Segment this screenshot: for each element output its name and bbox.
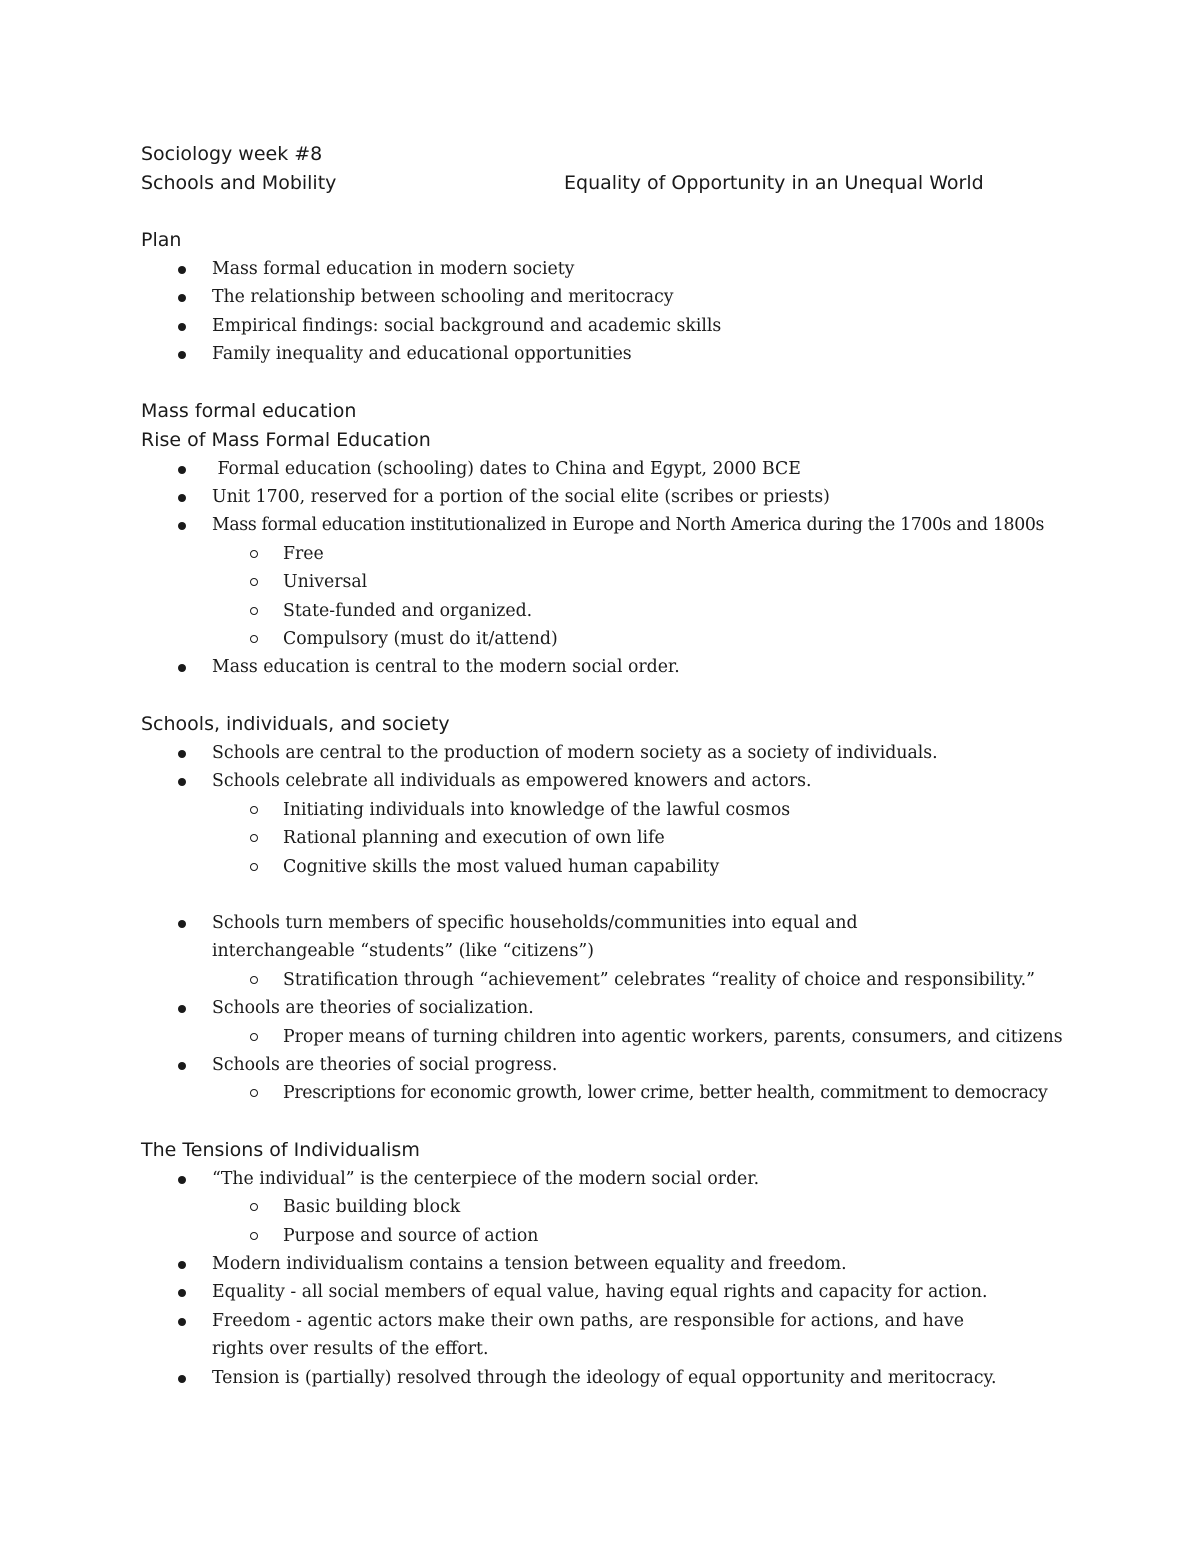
bullet-dot-icon: [178, 1176, 186, 1184]
bullet-dot-icon: [178, 1375, 186, 1383]
list-item: Unit 1700, reserved for a portion of the social elite (scribes or priests): [141, 483, 1081, 511]
list-item: Empirical findings: social background and academic skills: [141, 312, 1081, 340]
sub-list-item: Compulsory (must do it/attend): [141, 625, 1081, 653]
sub-list-item: Initiating individuals into knowledge of the lawful cosmos: [141, 796, 1081, 824]
bullet-circle-icon: [250, 1033, 258, 1041]
mass-education-list: [141, 455, 1081, 540]
list-item: Mass formal education in modern society: [141, 255, 1081, 283]
list-item: Formal education (schooling) dates to China and Egypt, 2000 BCE: [141, 455, 1081, 483]
topic-title: Schools and Mobility: [141, 172, 337, 194]
topic-subtitle: Equality of Opportunity in an Unequal World: [564, 172, 984, 194]
sub-list-item: Proper means of turning children into agentic workers, parents, consumers, and citizens: [141, 1023, 1081, 1051]
list-item: The relationship between schooling and meritocracy: [141, 283, 1081, 311]
bullet-dot-icon: [178, 1062, 186, 1070]
tensions-list-cont: [141, 1250, 1081, 1392]
schools-list: [141, 739, 1081, 796]
list-item: “The individual” is the centerpiece of the modern social order.: [141, 1165, 1081, 1193]
sub-list-item: Basic building block: [141, 1193, 1081, 1221]
subheading-rise: Rise of Mass Formal Education: [141, 428, 431, 451]
schools-students-sublist: [141, 966, 1081, 994]
list-item: Schools are central to the production of modern society as a society of individuals.: [141, 739, 1081, 767]
schools-list-cont-3: [141, 1051, 1081, 1079]
document-content: [141, 140, 1081, 1392]
bullet-dot-icon: [178, 466, 186, 474]
course-title: Sociology week #8: [141, 143, 323, 165]
sub-list-item: Purpose and source of action: [141, 1222, 1081, 1250]
schools-socialization-sublist: [141, 1023, 1081, 1051]
sub-list-item: Universal: [141, 568, 1081, 596]
list-item: Tension is (partially) resolved through the ideology of equal opportunity and meritocracy.: [141, 1364, 1081, 1392]
bullet-circle-icon: [250, 863, 258, 871]
bullet-dot-icon: [178, 494, 186, 502]
schools-list-cont: [141, 909, 1081, 966]
sub-list-item: Cognitive skills the most valued human capability: [141, 853, 1081, 881]
tensions-sublist: [141, 1193, 1081, 1250]
sub-list-item: Prescriptions for economic growth, lower crime, better health, commitment to democracy: [141, 1079, 1081, 1107]
section-heading-mass-education: Mass formal education: [141, 399, 357, 422]
section-heading-plan: Plan: [141, 229, 182, 251]
mass-education-sublist: [141, 540, 1081, 654]
bullet-circle-icon: [250, 607, 258, 615]
sub-list-item: Free: [141, 540, 1081, 568]
list-item: Family inequality and educational opportunities: [141, 340, 1081, 368]
sub-list-item: Rational planning and execution of own life: [141, 824, 1081, 852]
schools-list-cont-2: [141, 994, 1081, 1022]
bullet-dot-icon: [178, 1318, 186, 1326]
tensions-list: [141, 1165, 1081, 1193]
bullet-dot-icon: [178, 266, 186, 274]
sub-list-item: State-funded and organized.: [141, 597, 1081, 625]
bullet-circle-icon: [250, 1232, 258, 1240]
bullet-circle-icon: [250, 550, 258, 558]
list-item: Schools are theories of social progress.: [141, 1051, 1081, 1079]
section-heading-schools: Schools, individuals, and society: [141, 712, 450, 735]
plan-list: [141, 255, 1081, 369]
schools-celebrate-sublist: [141, 796, 1081, 881]
bullet-dot-icon: [178, 750, 186, 758]
list-item: Mass formal education institutionalized in Europe and North America during the 1700s and 1800s: [141, 511, 1081, 539]
list-item: Schools celebrate all individuals as empowered knowers and actors.: [141, 767, 1081, 795]
bullet-dot-icon: [178, 323, 186, 331]
bullet-dot-icon: [178, 1261, 186, 1269]
list-item: Schools are theories of socialization.: [141, 994, 1081, 1022]
mass-education-list-cont: [141, 653, 1081, 681]
list-item: Schools turn members of specific households/communities into equal and interchangeable “students” (like “citizens”): [141, 909, 1081, 966]
sub-list-item: Stratification through “achievement” celebrates “reality of choice and responsibility.”: [141, 966, 1081, 994]
list-item: Equality - all social members of equal value, having equal rights and capacity for action.: [141, 1278, 1081, 1306]
section-heading-tensions: The Tensions of Individualism: [141, 1138, 420, 1161]
bullet-circle-icon: [250, 806, 258, 814]
schools-progress-sublist: [141, 1079, 1081, 1107]
bullet-circle-icon: [250, 635, 258, 643]
title-row: [141, 169, 1081, 198]
list-item: Modern individualism contains a tension between equality and freedom.: [141, 1250, 1081, 1278]
list-item: Mass education is central to the modern social order.: [141, 653, 1081, 681]
bullet-dot-icon: [178, 920, 186, 928]
bullet-circle-icon: [250, 976, 258, 984]
list-item: Freedom - agentic actors make their own paths, are responsible for actions, and have rights over results of the effort.: [141, 1307, 1081, 1364]
